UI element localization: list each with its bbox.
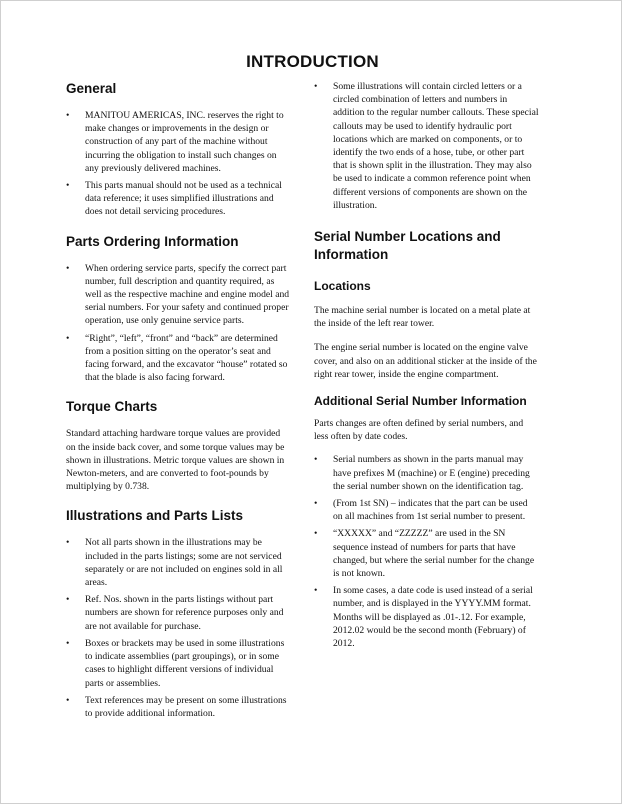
torque-heading: Torque Charts bbox=[66, 399, 158, 415]
general-item-1: • MANITOU AMERICAS, INC. reserves the right to make changes or improvements in the design or construction of any part of the machine without incurring the obligation to install such changes on any previously delivered machines. bbox=[66, 109, 291, 175]
general-heading: General bbox=[66, 81, 117, 96]
parts-ordering-list bbox=[66, 262, 291, 385]
illustrations-list bbox=[66, 536, 291, 720]
illustrations-item-1: • Not all parts shown in the illustrations may be included in the parts listings; some are not serviced separately or are not included on engines sold in all areas. bbox=[66, 536, 291, 589]
parts-ordering-heading: Parts Ordering Information bbox=[66, 233, 239, 249]
parts-ordering-item-2: • “Right”, “left”, “front” and “back” are determined from a position sitting on the operator’s seat and facing forward, and the excavator “house” rotated so that the blade is also facing forward. bbox=[66, 332, 291, 385]
additional-serial-item-3: • “XXXXX” and “ZZZZZ” are used in the SN sequence instead of numbers for parts that have changed, but where the serial number for the change is not known. bbox=[314, 527, 539, 580]
engine-serial-paragraph: The engine serial number is located on the engine valve cover, and also on an additional sticker at the inside of the right rear tower, inside the engine compartment. bbox=[314, 342, 537, 380]
illustrations-item-2: • Ref. Nos. shown in the parts listings without part numbers are shown for reference purposes only and are not available for purchase. bbox=[66, 593, 291, 633]
right-column bbox=[314, 80, 539, 654]
additional-serial-item-2: • (From 1st SN) – indicates that the part can be used on all machines from 1st serial number to present. bbox=[314, 497, 539, 523]
illustrations-item-3: • Boxes or brackets may be used in some illustrations to indicate assemblies (part groupings), or in some cases to highlight different versions of individual parts or assemblies. bbox=[66, 637, 291, 690]
additional-serial-heading: Additional Serial Number Information bbox=[314, 394, 527, 409]
machine-serial-paragraph: The machine serial number is located on a metal plate at the inside of the left rear tower. bbox=[314, 305, 531, 330]
additional-serial-item-1: • Serial numbers as shown in the parts manual may have prefixes M (machine) or E (engine) preceding the serial number shown on the identification tag. bbox=[314, 453, 539, 493]
illustrations-heading: Illustrations and Parts Lists bbox=[66, 508, 244, 524]
parts-ordering-item-1: • When ordering service parts, specify the correct part number, full description and quantity required, as well as the respective machine and engine model and serial numbers. For your safety and continued proper operation, use only genuine service parts. bbox=[66, 262, 291, 328]
general-list bbox=[66, 109, 291, 219]
additional-serial-intro: Parts changes are often defined by serial numbers, and less often by date codes. bbox=[314, 418, 524, 443]
torque-text: Standard attaching hardware torque values are provided on the inside back cover, and some torque values may be shown in illustrations. Metric torque values are shown in Newton-meters, and are converted to foot-pounds by multiplying by 0.738. bbox=[66, 428, 285, 493]
general-item-2: • This parts manual should not be used as a technical data reference; it uses simplified illustrations and does not detail servicing procedures. bbox=[66, 179, 291, 219]
illustrations-list-continued bbox=[314, 80, 539, 212]
illustrations-item-4: • Text references may be present on some illustrations to provide additional information. bbox=[66, 694, 291, 720]
page-title: INTRODUCTION bbox=[246, 52, 379, 71]
serial-locations-heading: Serial Number Locations and Information bbox=[314, 229, 501, 263]
additional-serial-list bbox=[314, 453, 539, 650]
additional-serial-item-4: • In some cases, a date code is used instead of a serial number, and is displayed in the YYYY.MM format. Months will be displayed as .01-.12. For example, 2012.02 would be the second month (February) of 2012. bbox=[314, 584, 539, 650]
illustrations-item-5: • Some illustrations will contain circled letters or a circled combination of letters and numbers in addition to the regular number callouts. These special callouts may be used to identify hydraulic port locations which are marked on components, or to identify the two ends of a hose, tube, or other part that is shown split in the illustration. They may also be used to indicate a common reference point when different versions of components are shown on the illustration. bbox=[314, 80, 539, 212]
locations-subheading: Locations bbox=[314, 279, 371, 294]
left-column bbox=[66, 80, 291, 724]
